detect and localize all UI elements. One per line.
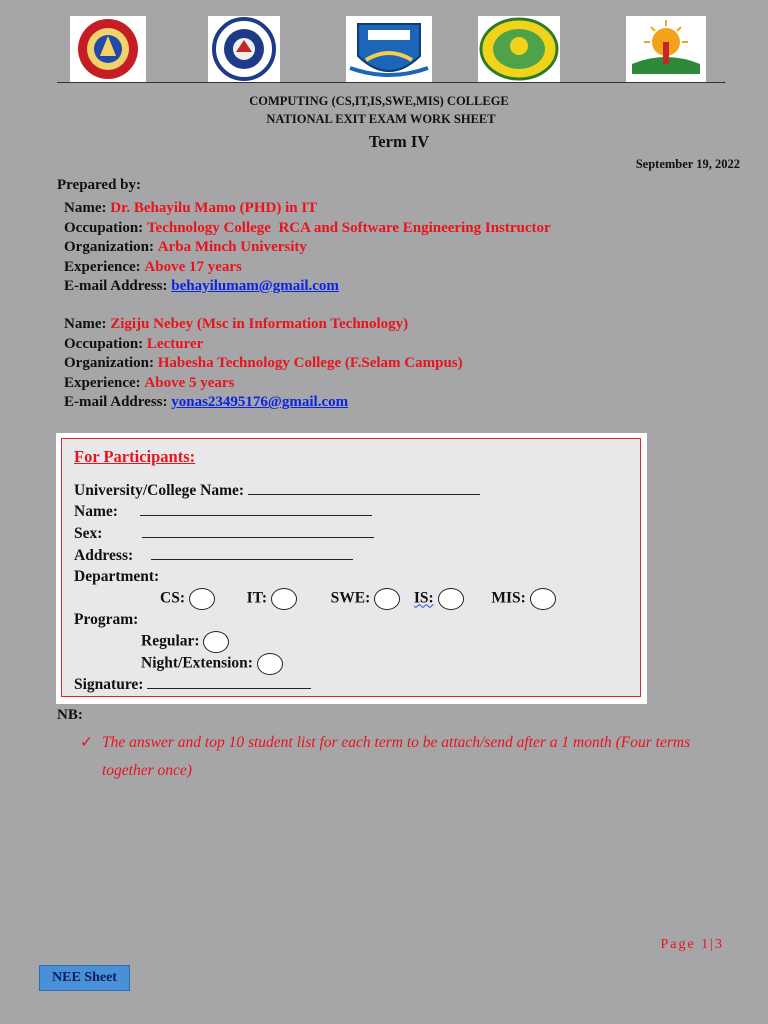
regular-radio[interactable] xyxy=(203,631,229,653)
department-options xyxy=(160,588,556,610)
university-label: University/College Name: xyxy=(74,482,245,499)
header-dot: . xyxy=(723,72,726,86)
nb-label: NB: xyxy=(57,707,83,723)
term-heading: Term IV xyxy=(368,132,430,151)
dept-swe-label: SWE: xyxy=(330,589,371,607)
dept-it-radio[interactable] xyxy=(271,588,297,610)
preparer-2-name: Zigiju Nebey (Msc in Information Technology) xyxy=(110,316,409,332)
preparer-1 xyxy=(64,199,551,297)
address-label: Address: xyxy=(74,547,134,564)
preparer-1-organization: Arba Minch University xyxy=(157,239,307,255)
preparer-1-experience: Above 17 years xyxy=(144,258,242,275)
participant-name-label: Name: xyxy=(74,503,118,520)
sex-label: Sex: xyxy=(74,525,103,542)
preparer-2-email-row xyxy=(64,393,463,413)
page-number: Page 1|3 xyxy=(660,937,724,952)
university-seal-4-icon xyxy=(478,16,560,82)
nee-sheet-badge[interactable]: NEE Sheet xyxy=(39,965,130,991)
address-row xyxy=(74,546,353,565)
sex-field[interactable] xyxy=(142,524,374,538)
dept-is-label: IS: xyxy=(413,589,434,607)
program-label: Program: xyxy=(74,611,139,628)
preparer-2-name-row xyxy=(64,315,463,335)
signature-field[interactable] xyxy=(147,675,311,689)
experience-label: Experience: xyxy=(64,374,141,391)
regular-label: Regular: xyxy=(141,632,200,650)
participant-name-field[interactable] xyxy=(140,502,372,516)
preparer-1-organization-row xyxy=(64,238,551,258)
dept-cs-radio[interactable] xyxy=(189,588,215,610)
dept-cs-label: CS: xyxy=(160,589,185,607)
preparer-2-experience-row xyxy=(64,374,463,394)
organization-label: Organization: xyxy=(64,239,154,255)
preparer-2-occupation-row xyxy=(64,335,463,355)
preparer-2-occupation: Lecturer xyxy=(146,335,204,352)
preparer-1-name: Dr. Behayilu Mamo (PHD) in IT xyxy=(110,200,318,216)
preparer-2 xyxy=(64,315,463,413)
email-label: E-mail Address: xyxy=(64,394,168,410)
dept-it-label: IT: xyxy=(246,589,267,607)
university-field[interactable] xyxy=(248,481,480,495)
college-heading: COMPUTING (CS,IT,IS,SWE,MIS) COLLEGE xyxy=(249,94,509,108)
form-title: For Participants: xyxy=(74,447,196,466)
name-label: Name: xyxy=(64,316,107,332)
dept-swe-radio[interactable] xyxy=(374,588,400,610)
university-seal-1-icon xyxy=(70,16,146,82)
university-seal-5-icon xyxy=(626,16,706,82)
night-extension-label: Night/Extension: xyxy=(141,654,253,672)
preparer-2-email-link[interactable]: yonas23495176@gmail.com xyxy=(171,394,349,410)
sex-row xyxy=(74,524,374,543)
preparer-1-email-row xyxy=(64,277,551,297)
header-rule xyxy=(57,82,725,83)
occupation-label: Occupation: xyxy=(64,335,144,352)
preparer-1-occupation-row xyxy=(64,219,551,239)
logo-strip xyxy=(70,16,710,84)
nb-note xyxy=(80,729,730,785)
university-seal-2-icon xyxy=(208,16,280,82)
worksheet-heading: NATIONAL EXIT EXAM WORK SHEET xyxy=(266,112,496,126)
university-row xyxy=(74,481,480,500)
signature-label: Signature: xyxy=(74,676,144,693)
preparer-2-experience: Above 5 years xyxy=(144,374,235,391)
dept-is-radio[interactable] xyxy=(438,588,464,610)
preparer-2-organization-row xyxy=(64,354,463,374)
night-extension-radio[interactable] xyxy=(257,653,283,675)
email-label: E-mail Address: xyxy=(64,278,168,294)
preparer-2-organization: Habesha Technology College (F.Selam Campus) xyxy=(157,355,463,371)
dept-mis-label: MIS: xyxy=(491,589,526,607)
occupation-label: Occupation: xyxy=(64,219,144,236)
name-label: Name: xyxy=(64,200,107,216)
experience-label: Experience: xyxy=(64,258,141,275)
participant-form xyxy=(61,438,641,697)
organization-label: Organization: xyxy=(64,355,154,371)
preparer-1-email-link[interactable]: behayilumam@gmail.com xyxy=(171,278,339,294)
preparer-1-experience-row xyxy=(64,258,551,278)
nb-note-text: The answer and top 10 student list for each term to be attach/send after a 1 month (Four terms together once) xyxy=(102,734,691,779)
university-seal-3-icon xyxy=(346,16,432,82)
preparer-1-occupation: Technology College RCA and Software Engineering Instructor xyxy=(146,219,551,236)
prepared-by-label: Prepared by: xyxy=(57,177,142,193)
address-field[interactable] xyxy=(151,546,353,560)
preparer-1-name-row xyxy=(64,199,551,219)
signature-row xyxy=(74,675,311,694)
regular-row xyxy=(141,631,229,653)
name-row xyxy=(74,502,372,521)
department-label: Department: xyxy=(74,568,160,585)
checkmark-icon: ✓ xyxy=(80,734,93,751)
document-date: September 19, 2022 xyxy=(635,157,740,171)
night-row xyxy=(141,653,283,675)
dept-mis-radio[interactable] xyxy=(530,588,556,610)
